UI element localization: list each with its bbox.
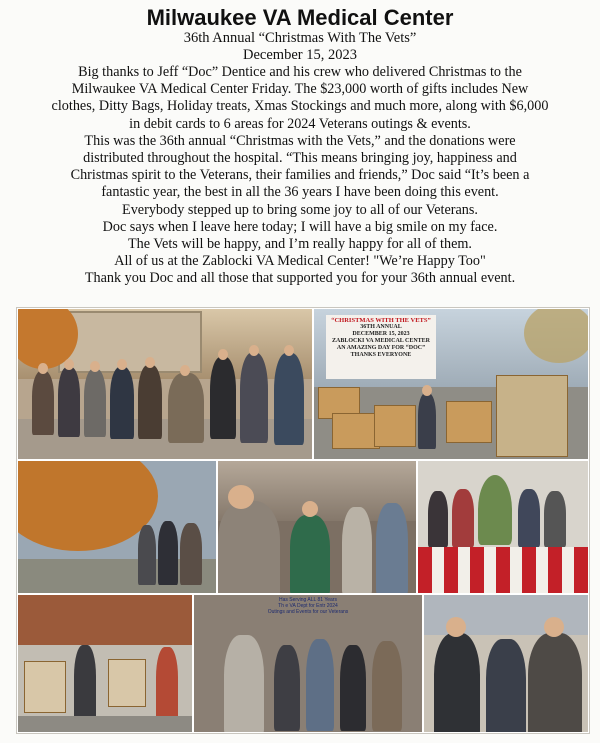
photo-collage [16,307,590,734]
body-line: Christmas spirit to the Veterans, their families and friends,” Doc said “It’s been a [70,167,530,184]
flyer-line: DECEMBER 15, 2023 [352,331,410,337]
body-line: in debit cards to 6 areas for 2024 Veterans outings & events. [129,115,471,132]
body-line: The Vets will be happy, and I’m really happy for all of them. [128,236,472,253]
veterans-meeting-photo [217,460,417,594]
body-line: Big thanks to Jeff “Doc” Dentice and his crew who delivered Christmas to the [78,64,522,80]
flyer-and-boxes-photo [313,308,589,460]
event-banner [194,597,422,615]
body-line: This was the 36th annual “Christmas with the Vets,” and the donations were [84,132,516,149]
banner-line: Has Serving ALL 81 Years [279,597,337,603]
body-line: Milwaukee VA Medical Center Friday. The $23,000 worth of gifts includes New [71,81,529,98]
banner-line: Outings and Events for our Veterans [267,609,349,615]
body-line: Doc says when I leave here today; I will have a big smile on my face. [102,218,498,235]
flyer-line: THANKS EVERYONE [350,352,412,358]
autumn-outdoor-photo [17,460,217,594]
crowd-banner-photo [193,594,423,733]
page-title: Milwaukee VA Medical Center [146,5,454,30]
banner-line: Th e VA Dept for Entr 2024 [278,603,338,609]
gift-table-photo [417,460,589,594]
body-line: Everybody stepped up to bring some joy to all of our Veterans. [122,201,478,218]
event-date: December 15, 2023 [243,47,357,63]
article-header [0,0,600,64]
flyer-line: AN AMAZING DAY FOR “DOC” [336,345,426,351]
group-photo-outdoor [17,308,313,460]
article-body [10,64,590,288]
gift-carts-photo [17,594,193,733]
event-flyer [326,315,436,379]
body-line: clothes, Ditty Bags, Holiday treats, Xmas Stockings and much more, along with $6,000 [51,98,549,115]
body-line: Thank you Doc and all those that supported you for your 36th annual event. [84,270,516,287]
body-line: fantastic year, the best in all the 36 years I have been doing this event. [101,184,499,201]
body-line: All of us at the Zablocki VA Medical Center! "We’re Happy Too" [114,253,486,270]
flyer-line: 36TH ANNUAL [360,324,402,330]
flyer-line: “CHRISTMAS WITH THE VETS” [331,317,431,324]
flyer-line: ZABLOCKI VA MEDICAL CENTER [332,338,430,344]
body-line: distributed throughout the hospital. “This means bringing joy, happiness and [83,150,517,167]
event-subtitle: 36th Annual “Christmas With The Vets” [183,30,417,46]
veterans-portrait-photo [423,594,589,733]
